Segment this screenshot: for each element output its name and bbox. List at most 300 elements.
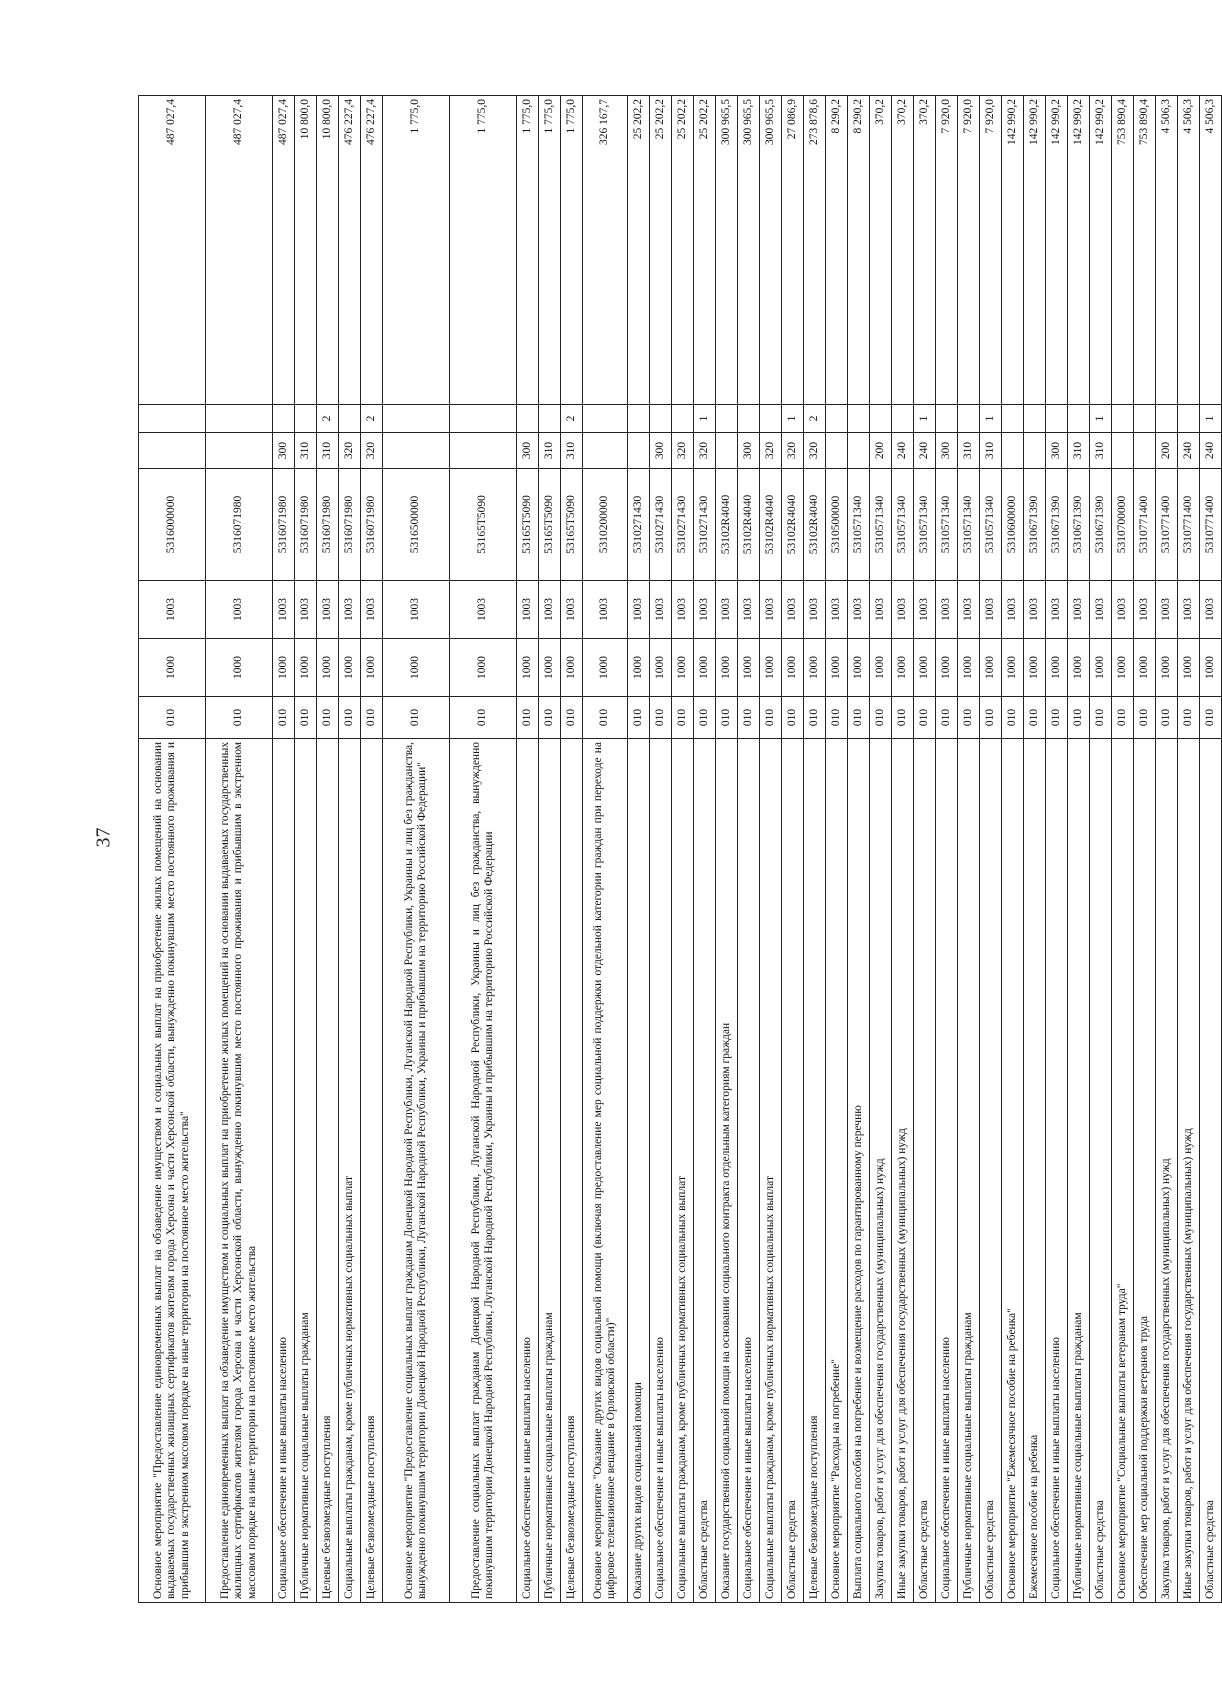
- cell-grbs: 010: [273, 697, 295, 739]
- row-name: Областные средства: [980, 739, 1002, 1603]
- cell-expense-type: 310: [980, 433, 1002, 469]
- row-name: Социальное обеспечение и иные выплаты населению: [738, 739, 760, 1603]
- cell-source: [1002, 405, 1024, 433]
- cell-target-article: 5316500000: [383, 469, 450, 581]
- cell-target-article: 5310571340: [914, 469, 936, 581]
- cell-podrazdel: 1003: [1112, 581, 1134, 639]
- cell-grbs: 010: [517, 697, 539, 739]
- cell-target-article: 5316071980: [295, 469, 317, 581]
- cell-grbs: 010: [760, 697, 782, 739]
- cell-grbs: 010: [1090, 697, 1112, 739]
- cell-amount: 300 965,5: [760, 96, 782, 405]
- cell-razdel: 1000: [716, 639, 738, 697]
- table-row: [628, 96, 650, 1603]
- table-row: [694, 96, 716, 1603]
- row-name: Закупка товаров, работ и услуг для обеспечения государственных (муниципальных) нужд: [1156, 739, 1178, 1603]
- cell-podrazdel: 1003: [450, 581, 517, 639]
- cell-podrazdel: 1003: [870, 581, 892, 639]
- cell-target-article: 5310600000: [1002, 469, 1024, 581]
- table-row: [295, 96, 317, 1603]
- cell-target-article: 5310571340: [892, 469, 914, 581]
- cell-razdel: 1000: [782, 639, 804, 697]
- cell-grbs: 010: [339, 697, 361, 739]
- cell-expense-type: 300: [650, 433, 672, 469]
- cell-amount: 25 202,2: [672, 96, 694, 405]
- cell-expense-type: [139, 433, 206, 469]
- cell-expense-type: 310: [1090, 433, 1112, 469]
- cell-expense-type: [1024, 433, 1046, 469]
- cell-expense-type: 320: [782, 433, 804, 469]
- cell-grbs: 010: [716, 697, 738, 739]
- cell-amount: 1 775,0: [383, 96, 450, 405]
- cell-podrazdel: 1003: [738, 581, 760, 639]
- cell-source: 1: [914, 405, 936, 433]
- cell-expense-type: [206, 433, 273, 469]
- cell-grbs: 010: [583, 697, 628, 739]
- table-row: [914, 96, 936, 1603]
- cell-source: 1: [1200, 405, 1222, 433]
- cell-amount: 370,2: [914, 96, 936, 405]
- cell-grbs: 010: [848, 697, 870, 739]
- cell-source: [826, 405, 848, 433]
- table-row: [870, 96, 892, 1603]
- cell-source: [1068, 405, 1090, 433]
- cell-expense-type: 320: [804, 433, 826, 469]
- cell-target-article: 5316071980: [361, 469, 383, 581]
- cell-amount: 1 775,0: [561, 96, 583, 405]
- row-name: Основное мероприятие "Предоставление единовременных выплат на обзаведение имуществом и социальных выплат на приобретение жилых помещений на основании выдаваемых государственных жилищных сертификатов жителям города Херсона и части Херсонской области, вынужденно покинувшим место постоянного проживания и прибывшим в экстренном массовом порядке на иные территории на постоянное место жительства": [139, 739, 206, 1603]
- cell-source: [936, 405, 958, 433]
- cell-expense-type: 320: [760, 433, 782, 469]
- table-row: [980, 96, 1002, 1603]
- cell-podrazdel: 1003: [517, 581, 539, 639]
- cell-amount: 487 027,4: [139, 96, 206, 405]
- cell-razdel: 1000: [892, 639, 914, 697]
- cell-target-article: 5316000000: [139, 469, 206, 581]
- cell-podrazdel: 1003: [1090, 581, 1112, 639]
- cell-grbs: 010: [1200, 697, 1222, 739]
- cell-amount: 487 027,4: [273, 96, 295, 405]
- cell-expense-type: 300: [936, 433, 958, 469]
- cell-target-article: 5310500000: [826, 469, 848, 581]
- cell-grbs: 010: [650, 697, 672, 739]
- cell-target-article: 53102R4040: [738, 469, 760, 581]
- cell-podrazdel: 1003: [383, 581, 450, 639]
- cell-expense-type: 240: [914, 433, 936, 469]
- cell-target-article: 5310200000: [583, 469, 628, 581]
- cell-target-article: 5316071980: [339, 469, 361, 581]
- table-row: [539, 96, 561, 1603]
- cell-amount: 476 227,4: [339, 96, 361, 405]
- cell-podrazdel: 1003: [936, 581, 958, 639]
- cell-razdel: 1000: [1156, 639, 1178, 697]
- cell-target-article: 5310671390: [1090, 469, 1112, 581]
- cell-source: [206, 405, 273, 433]
- cell-grbs: 010: [206, 697, 273, 739]
- cell-razdel: 1000: [206, 639, 273, 697]
- cell-source: 2: [804, 405, 826, 433]
- row-name: Оказание других видов социальной помощи: [628, 739, 650, 1603]
- cell-podrazdel: 1003: [1200, 581, 1222, 639]
- table-row: [760, 96, 782, 1603]
- cell-source: [672, 405, 694, 433]
- cell-podrazdel: 1003: [339, 581, 361, 639]
- row-name: Публичные нормативные социальные выплаты гражданам: [1068, 739, 1090, 1603]
- row-name: Целевые безвозмездные поступления: [361, 739, 383, 1603]
- cell-podrazdel: 1003: [914, 581, 936, 639]
- table-row: [672, 96, 694, 1603]
- row-name: Публичные нормативные социальные выплаты гражданам: [539, 739, 561, 1603]
- cell-podrazdel: 1003: [295, 581, 317, 639]
- cell-expense-type: 310: [561, 433, 583, 469]
- cell-razdel: 1000: [738, 639, 760, 697]
- cell-razdel: 1000: [583, 639, 628, 697]
- cell-grbs: 010: [804, 697, 826, 739]
- cell-target-article: 5310271430: [672, 469, 694, 581]
- cell-source: [1046, 405, 1068, 433]
- cell-amount: 142 990,2: [1002, 96, 1024, 405]
- cell-source: [583, 405, 628, 433]
- cell-amount: 142 990,2: [1068, 96, 1090, 405]
- cell-podrazdel: 1003: [958, 581, 980, 639]
- cell-razdel: 1000: [914, 639, 936, 697]
- cell-expense-type: 320: [361, 433, 383, 469]
- table-row: [139, 96, 206, 1603]
- cell-expense-type: [628, 433, 650, 469]
- cell-expense-type: 320: [339, 433, 361, 469]
- cell-target-article: 5310700000: [1112, 469, 1134, 581]
- cell-razdel: 1000: [1178, 639, 1200, 697]
- cell-target-article: 5310271430: [628, 469, 650, 581]
- table-row: [804, 96, 826, 1603]
- cell-expense-type: 320: [672, 433, 694, 469]
- cell-source: [738, 405, 760, 433]
- table-row: [892, 96, 914, 1603]
- cell-razdel: 1000: [1134, 639, 1156, 697]
- cell-target-article: 53102R4040: [782, 469, 804, 581]
- cell-expense-type: 200: [870, 433, 892, 469]
- table-row: [517, 96, 539, 1603]
- cell-grbs: 010: [826, 697, 848, 739]
- cell-razdel: 1000: [450, 639, 517, 697]
- cell-podrazdel: 1003: [804, 581, 826, 639]
- cell-source: [628, 405, 650, 433]
- cell-podrazdel: 1003: [1024, 581, 1046, 639]
- cell-target-article: 5316071980: [317, 469, 339, 581]
- table-row: [650, 96, 672, 1603]
- cell-source: [958, 405, 980, 433]
- cell-amount: 370,2: [870, 96, 892, 405]
- cell-podrazdel: 1003: [139, 581, 206, 639]
- row-name: Областные средства: [914, 739, 936, 1603]
- cell-razdel: 1000: [848, 639, 870, 697]
- cell-podrazdel: 1003: [628, 581, 650, 639]
- row-name: Ежемесячное пособие на ребенка: [1024, 739, 1046, 1603]
- row-name: Выплата социального пособия на погребение и возмещение расходов по гарантированному перечню: [848, 739, 870, 1603]
- row-name: Оказание государственной социальной помощи на основании социального контракта отдельным категориям граждан: [716, 739, 738, 1603]
- cell-razdel: 1000: [1024, 639, 1046, 697]
- cell-razdel: 1000: [958, 639, 980, 697]
- cell-podrazdel: 1003: [650, 581, 672, 639]
- cell-target-article: 5310771400: [1200, 469, 1222, 581]
- cell-amount: 4 506,3: [1178, 96, 1200, 405]
- cell-podrazdel: 1003: [539, 581, 561, 639]
- cell-expense-type: [848, 433, 870, 469]
- cell-podrazdel: 1003: [672, 581, 694, 639]
- row-name: Социальное обеспечение и иные выплаты населению: [650, 739, 672, 1603]
- table-row: [583, 96, 628, 1603]
- cell-expense-type: [1112, 433, 1134, 469]
- cell-source: [760, 405, 782, 433]
- cell-source: [1134, 405, 1156, 433]
- table-row: [1178, 96, 1200, 1603]
- cell-grbs: 010: [1046, 697, 1068, 739]
- cell-amount: 25 202,2: [694, 96, 716, 405]
- cell-razdel: 1000: [760, 639, 782, 697]
- row-name: Основное мероприятие "Предоставление социальных выплат гражданам Донецкой Народной Республики, Луганской Народной Республики, Украины и лиц без гражданства, вынужденно покинувшим территории Донецкой Народной Республики, Луганской Народной Республики, Украины и прибывшим на территорию Российской Федерации": [383, 739, 450, 1603]
- cell-grbs: 010: [1068, 697, 1090, 739]
- cell-expense-type: [450, 433, 517, 469]
- cell-source: 1: [694, 405, 716, 433]
- table-row: [1134, 96, 1156, 1603]
- cell-source: [450, 405, 517, 433]
- cell-target-article: 5310571340: [936, 469, 958, 581]
- cell-source: [892, 405, 914, 433]
- table-row: [383, 96, 450, 1603]
- cell-source: [870, 405, 892, 433]
- cell-podrazdel: 1003: [1002, 581, 1024, 639]
- cell-razdel: 1000: [295, 639, 317, 697]
- cell-source: [539, 405, 561, 433]
- cell-podrazdel: 1003: [561, 581, 583, 639]
- table-row: [1046, 96, 1068, 1603]
- table-row: [1112, 96, 1134, 1603]
- cell-razdel: 1000: [694, 639, 716, 697]
- row-name: Основное мероприятие "Оказание других видов социальной помощи (включая предоставление мер социальной поддержки отдельной категории граждан при переходе на цифровое телевизионное вещание в Орловской области)": [583, 739, 628, 1603]
- row-name: Социальное обеспечение и иные выплаты населению: [936, 739, 958, 1603]
- cell-razdel: 1000: [1002, 639, 1024, 697]
- row-name: Областные средства: [782, 739, 804, 1603]
- cell-razdel: 1000: [870, 639, 892, 697]
- cell-podrazdel: 1003: [892, 581, 914, 639]
- table-row: [1024, 96, 1046, 1603]
- cell-grbs: 010: [870, 697, 892, 739]
- cell-expense-type: 310: [317, 433, 339, 469]
- cell-amount: 10 800,0: [317, 96, 339, 405]
- cell-expense-type: [1134, 433, 1156, 469]
- table-row: [1200, 96, 1222, 1603]
- cell-amount: 1 775,0: [539, 96, 561, 405]
- cell-grbs: 010: [539, 697, 561, 739]
- cell-grbs: 010: [738, 697, 760, 739]
- cell-podrazdel: 1003: [1134, 581, 1156, 639]
- cell-target-article: 53165Т5090: [561, 469, 583, 581]
- row-name: Иные закупки товаров, работ и услуг для обеспечения государственных (муниципальных) нужд: [892, 739, 914, 1603]
- cell-source: [848, 405, 870, 433]
- row-name: Основное мероприятие "Ежемесячное пособие на ребенка": [1002, 739, 1024, 1603]
- table-row: [1156, 96, 1178, 1603]
- cell-target-article: 5310771400: [1178, 469, 1200, 581]
- table-row: [206, 96, 273, 1603]
- cell-expense-type: [716, 433, 738, 469]
- cell-target-article: 53165Т5090: [517, 469, 539, 581]
- row-name: Областные средства: [1200, 739, 1222, 1603]
- cell-grbs: 010: [295, 697, 317, 739]
- budget-table: [138, 95, 1222, 1603]
- cell-source: 1: [782, 405, 804, 433]
- cell-amount: 487 027,4: [206, 96, 273, 405]
- cell-podrazdel: 1003: [206, 581, 273, 639]
- cell-expense-type: 320: [694, 433, 716, 469]
- cell-grbs: 010: [561, 697, 583, 739]
- cell-target-article: 53102R4040: [804, 469, 826, 581]
- cell-grbs: 010: [892, 697, 914, 739]
- cell-source: 2: [561, 405, 583, 433]
- cell-source: [295, 405, 317, 433]
- cell-podrazdel: 1003: [980, 581, 1002, 639]
- rotated-table-wrapper: [138, 96, 1216, 1603]
- cell-target-article: 5310271430: [694, 469, 716, 581]
- cell-source: [1178, 405, 1200, 433]
- table-row: [1090, 96, 1112, 1603]
- cell-razdel: 1000: [1068, 639, 1090, 697]
- cell-razdel: 1000: [980, 639, 1002, 697]
- cell-grbs: 010: [1024, 697, 1046, 739]
- cell-amount: 142 990,2: [1090, 96, 1112, 405]
- table-body: [139, 96, 1222, 1603]
- cell-razdel: 1000: [650, 639, 672, 697]
- cell-source: [517, 405, 539, 433]
- row-name: Социальное обеспечение и иные выплаты населению: [1046, 739, 1068, 1603]
- cell-source: 2: [317, 405, 339, 433]
- cell-grbs: 010: [936, 697, 958, 739]
- cell-expense-type: 310: [295, 433, 317, 469]
- cell-podrazdel: 1003: [826, 581, 848, 639]
- cell-amount: 27 086,9: [782, 96, 804, 405]
- cell-amount: 142 990,2: [1024, 96, 1046, 405]
- cell-grbs: 010: [1002, 697, 1024, 739]
- cell-podrazdel: 1003: [1046, 581, 1068, 639]
- cell-amount: 273 878,6: [804, 96, 826, 405]
- row-name: Целевые безвозмездные поступления: [804, 739, 826, 1603]
- cell-expense-type: [1002, 433, 1024, 469]
- cell-expense-type: 310: [1068, 433, 1090, 469]
- page-number: 37: [92, 827, 115, 848]
- cell-target-article: 53102R4040: [716, 469, 738, 581]
- cell-target-article: 5310671390: [1046, 469, 1068, 581]
- cell-expense-type: 300: [273, 433, 295, 469]
- cell-grbs: 010: [958, 697, 980, 739]
- cell-source: 2: [361, 405, 383, 433]
- cell-target-article: 5310671390: [1024, 469, 1046, 581]
- cell-source: [1156, 405, 1178, 433]
- cell-grbs: 010: [383, 697, 450, 739]
- row-name: Социальное обеспечение и иные выплаты населению: [273, 739, 295, 1603]
- cell-amount: 370,2: [892, 96, 914, 405]
- row-name: Предоставление социальных выплат гражданам Донецкой Народной Республики, Луганской Народной Республики, Украины и лиц без гражданства, вынужденно покинувшим территории Донецкой Народной Республики, Луганской Народной Республики, Украины и прибывшим на территорию Российской Федерации: [450, 739, 517, 1603]
- cell-target-article: 53165Т5090: [450, 469, 517, 581]
- row-name: Обеспечение мер социальной поддержки ветеранов труда: [1134, 739, 1156, 1603]
- table-row: [936, 96, 958, 1603]
- cell-podrazdel: 1003: [1156, 581, 1178, 639]
- cell-grbs: 010: [672, 697, 694, 739]
- cell-source: [716, 405, 738, 433]
- cell-amount: 142 990,2: [1046, 96, 1068, 405]
- cell-expense-type: 200: [1156, 433, 1178, 469]
- cell-razdel: 1000: [561, 639, 583, 697]
- cell-razdel: 1000: [539, 639, 561, 697]
- cell-razdel: 1000: [1112, 639, 1134, 697]
- cell-podrazdel: 1003: [1178, 581, 1200, 639]
- row-name: Иные закупки товаров, работ и услуг для обеспечения государственных (муниципальных) нужд: [1178, 739, 1200, 1603]
- cell-target-article: 5316071980: [206, 469, 273, 581]
- cell-grbs: 010: [450, 697, 517, 739]
- cell-razdel: 1000: [517, 639, 539, 697]
- cell-source: 1: [1090, 405, 1112, 433]
- row-name: Основное мероприятие "Расходы на погребение": [826, 739, 848, 1603]
- cell-amount: 8 290,2: [826, 96, 848, 405]
- cell-razdel: 1000: [826, 639, 848, 697]
- cell-razdel: 1000: [628, 639, 650, 697]
- cell-target-article: 5316071980: [273, 469, 295, 581]
- table-row: [339, 96, 361, 1603]
- cell-podrazdel: 1003: [848, 581, 870, 639]
- cell-podrazdel: 1003: [694, 581, 716, 639]
- table-row: [738, 96, 760, 1603]
- cell-amount: 753 890,4: [1134, 96, 1156, 405]
- cell-source: 1: [980, 405, 1002, 433]
- table-row: [1002, 96, 1024, 1603]
- table-row: [273, 96, 295, 1603]
- cell-grbs: 010: [1156, 697, 1178, 739]
- table-row: [361, 96, 383, 1603]
- table-row: [782, 96, 804, 1603]
- cell-expense-type: [826, 433, 848, 469]
- cell-target-article: 53102R4040: [760, 469, 782, 581]
- cell-podrazdel: 1003: [716, 581, 738, 639]
- row-name: Социальное обеспечение и иные выплаты населению: [517, 739, 539, 1603]
- cell-amount: 4 506,3: [1200, 96, 1222, 405]
- cell-expense-type: 300: [738, 433, 760, 469]
- cell-expense-type: 240: [1178, 433, 1200, 469]
- row-name: Областные средства: [1090, 739, 1112, 1603]
- row-name: Закупка товаров, работ и услуг для обеспечения государственных (муниципальных) нужд: [870, 739, 892, 1603]
- row-name: Социальные выплаты гражданам, кроме публичных нормативных социальных выплат: [760, 739, 782, 1603]
- cell-expense-type: 300: [517, 433, 539, 469]
- cell-grbs: 010: [1112, 697, 1134, 739]
- cell-razdel: 1000: [339, 639, 361, 697]
- cell-podrazdel: 1003: [782, 581, 804, 639]
- cell-source: [1112, 405, 1134, 433]
- cell-razdel: 1000: [317, 639, 339, 697]
- cell-amount: 300 965,5: [716, 96, 738, 405]
- cell-grbs: 010: [139, 697, 206, 739]
- table-row: [450, 96, 517, 1603]
- cell-expense-type: 240: [892, 433, 914, 469]
- cell-amount: 7 920,0: [936, 96, 958, 405]
- cell-amount: 1 775,0: [517, 96, 539, 405]
- cell-razdel: 1000: [804, 639, 826, 697]
- cell-amount: 1 775,0: [450, 96, 517, 405]
- table-row: [561, 96, 583, 1603]
- cell-grbs: 010: [980, 697, 1002, 739]
- cell-grbs: 010: [694, 697, 716, 739]
- table-row: [317, 96, 339, 1603]
- cell-amount: 7 920,0: [958, 96, 980, 405]
- cell-amount: 25 202,2: [628, 96, 650, 405]
- row-name: Областные средства: [694, 739, 716, 1603]
- row-name: Предоставление единовременных выплат на обзаведение имуществом и социальных выплат на приобретение жилых помещений на основании выдаваемых государственных жилищных сертификатов жителям города Херсона и части Херсонской области, вынужденно покинувшим место постоянного проживания и прибывшим в экстренном массовом порядке на иные территории на постоянное место жительства: [206, 739, 273, 1603]
